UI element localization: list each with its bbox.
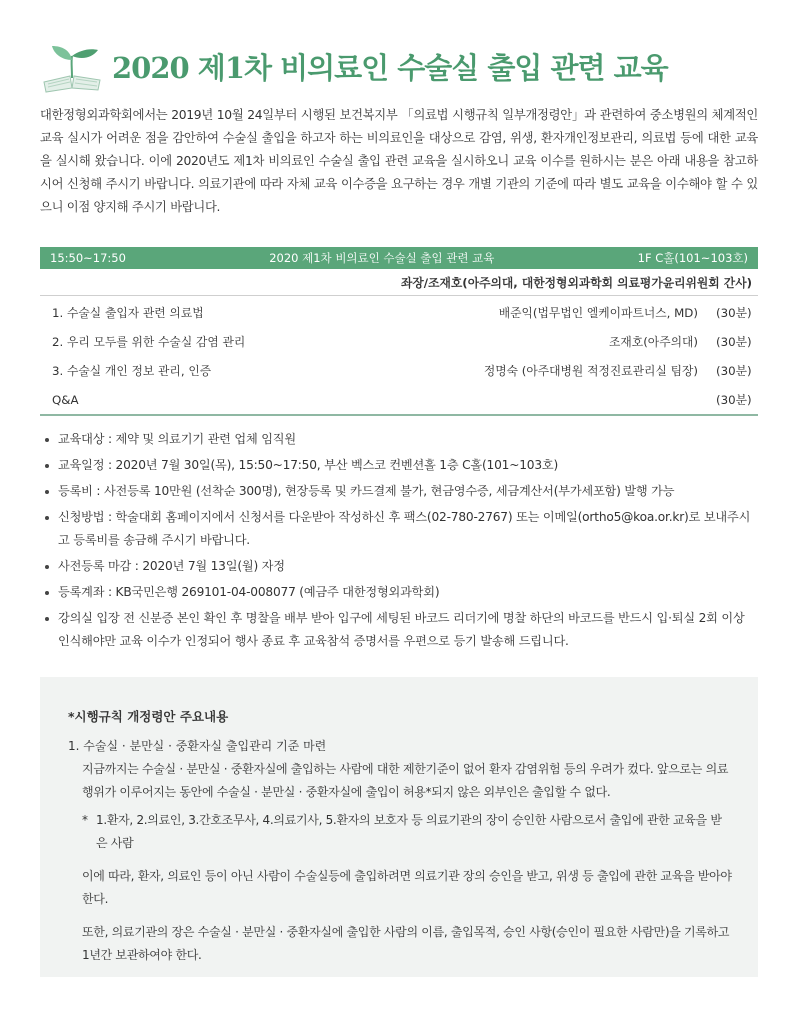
notice-footnote xyxy=(68,809,732,855)
page-title: 2020 제1차 비의료인 수술실 출입 관련 교육 xyxy=(112,50,668,85)
schedule-table xyxy=(40,247,758,416)
session-time: 15:50~17:50 xyxy=(50,251,126,265)
page-header xyxy=(40,36,760,96)
intro-paragraph: 대한정형외과학회에서는 2019년 10월 24일부터 시행된 보건복지부 「의료법 시행규칙 일부개정령안」과 관련하여 중소병원의 체계적인 교육 실시가 어려운 점을 감안하여 수술실 출입을 하고자 하는 비의료인을 대상으로 감염, 위생, 환자개인정보관리, 의료법 등에 대한 교육을 실시해 왔습니다. 이에 2020년도 제1차 비의료인 수술실 출입 관련 교육을 실시하오니 교육 이수를 원하시는 분은 아래 내용을 참고하시어 신청해 주시기 바랍니다. 의료기관에 따라 자체 교육 이수증을 요구하는 경우 개별 기관의 기준에 따라 별도 교육을 이수해야 할 수 있으니 이점 양지해 주시기 바랍니다. xyxy=(40,108,758,214)
footnote-mark: * xyxy=(82,813,88,827)
info-apply: 신청방법 : 학술대회 홈페이지에서 신청서를 다운받아 작성하신 후 팩스(02-780-2767) 또는 이메일(ortho5@koa.or.kr)로 보내주시고 등록비를 송금해 주시기 바랍니다. xyxy=(40,506,758,552)
info-list xyxy=(40,428,758,656)
row-topic: 2. 우리 모두를 위한 수술실 감염 관리 xyxy=(52,335,246,349)
notice-para: 또한, 의료기관의 장은 수술실 · 분만실 · 중환자실에 출입한 사람의 이름, 출입목적, 승인 사항(승인이 필요한 사람만)을 기록하고 1년간 보관하여야 한다. xyxy=(82,925,730,962)
schedule-row xyxy=(40,385,758,414)
session-chair: 좌장/조재호(아주의대, 대한정형외과학회 의료평가윤리위원회 간사) xyxy=(40,269,758,296)
info-target: 교육대상 : 제약 및 의료기기 관련 업체 임직원 xyxy=(40,428,758,451)
info-date: 교육일정 : 2020년 7월 30일(목), 15:50~17:50, 부산 벡스코 컨벤션홀 1층 C홀(101~103호) xyxy=(40,454,758,477)
session-room: 1F C홀(101~103호) xyxy=(637,251,748,265)
row-duration: (30분) xyxy=(716,335,752,349)
row-speaker: 정명숙 (아주대병원 적정진료관리실 팀장) xyxy=(483,364,698,378)
footnote-text: 1.환자, 2.의료인, 3.간호조무사, 4.의료기사, 5.환자의 보호자 등 의료기관의 장이 승인한 사람으로서 출입에 관한 교육을 받은 사람 xyxy=(96,813,722,850)
schedule-row xyxy=(40,298,758,327)
row-speaker: 배준익(법무법인 엘케이파트너스, MD) xyxy=(498,306,698,320)
notice-para: 지금까지는 수술실 · 분만실 · 중환자실에 출입하는 사람에 대한 제한기준이 없어 환자 감염위험 등의 우려가 컸다. 앞으로는 의료행위가 이루어지는 동안에 수술실 · 분만실 · 중환자실에 출입이 허용*되지 않은 외부인은 출입할 수 없다. xyxy=(82,762,729,799)
row-duration: (30분) xyxy=(716,306,752,320)
schedule-rows xyxy=(40,296,758,416)
notice-title: *시행규칙 개정령안 주요내용 xyxy=(68,709,229,724)
info-deadline: 사전등록 마감 : 2020년 7월 13일(월) 자정 xyxy=(40,555,758,578)
schedule-row xyxy=(40,327,758,356)
row-duration: (30분) xyxy=(716,364,752,378)
session-title: 2020 제1차 비의료인 수술실 출입 관련 교육 xyxy=(269,251,495,265)
notice-box xyxy=(40,677,758,977)
row-topic: 3. 수술실 개인 정보 관리, 인증 xyxy=(52,364,212,378)
info-attendance: 강의실 입장 전 신분증 본인 확인 후 명찰을 배부 받아 입구에 세팅된 바코드 리더기에 명찰 하단의 바코드를 반드시 입·퇴실 2회 이상 인식해야만 교육 이수가 인정되어 행사 종료 후 교육참석 증명서를 우편으로 등기 발송해 드립니다. xyxy=(40,607,758,653)
notice-item: 1. 수술실 · 분만실 · 중환자실 출입관리 기준 마련 xyxy=(68,739,327,753)
sprout-on-open-book-icon xyxy=(40,38,104,94)
info-fee: 등록비 : 사전등록 10만원 (선착순 300명), 현장등록 및 카드결제 불가, 현금영수증, 세금계산서(부가세포함) 발행 가능 xyxy=(40,480,758,503)
schedule-row xyxy=(40,356,758,385)
info-account: 등록계좌 : KB국민은행 269101-04-008077 (예금주 대한정형외과학회) xyxy=(40,581,758,604)
row-topic: 1. 수술실 출입자 관련 의료법 xyxy=(52,306,204,320)
row-duration: (30분) xyxy=(716,393,752,407)
notice-para: 이에 따라, 환자, 의료인 등이 아닌 사람이 수술실등에 출입하려면 의료기관 장의 승인을 받고, 위생 등 출입에 관한 교육을 받아야 한다. xyxy=(82,869,732,906)
row-speaker: 조재호(아주의대) xyxy=(609,335,698,349)
schedule-header xyxy=(40,247,758,269)
row-topic: Q&A xyxy=(52,392,79,407)
